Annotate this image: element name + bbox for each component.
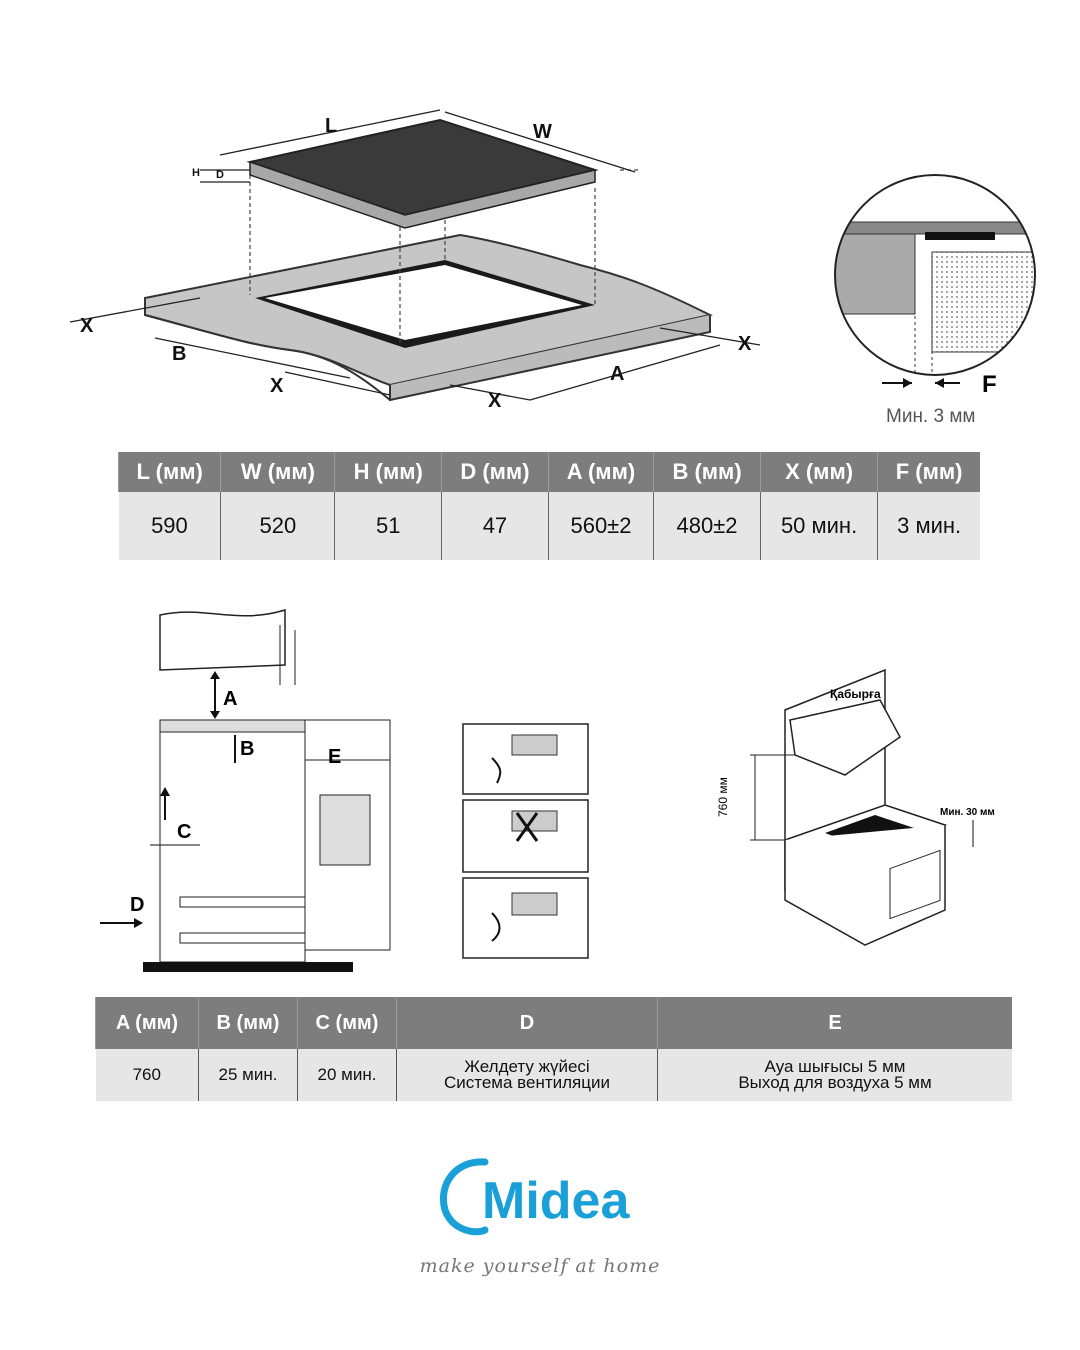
value-D-ru: Система вентиляции (443, 1073, 610, 1092)
value-D-kk: Желдету жүйесі (464, 1057, 590, 1076)
midea-logo (430, 1150, 670, 1240)
header-A: A (мм) (96, 997, 199, 1049)
label-F: F (982, 371, 997, 398)
header-X: X (мм) (760, 452, 877, 492)
label-X-right: X (738, 333, 752, 355)
hood-height-diagram (716, 665, 1035, 955)
cutout-diagram (60, 100, 780, 420)
table-row (119, 492, 981, 560)
dimensions-table (118, 452, 980, 560)
value-L: 590 (119, 492, 221, 560)
header-A: A (мм) (548, 452, 653, 492)
min-label: Мин. 30 мм (940, 807, 995, 818)
header-B: B (мм) (654, 452, 761, 492)
header-D: D (397, 997, 658, 1049)
installation-table (95, 997, 1012, 1101)
header-D: D (мм) (442, 452, 549, 492)
value-A: 560±2 (548, 492, 653, 560)
label-D: D (130, 894, 145, 916)
brand-slogan: make yourself at home (419, 1255, 661, 1277)
value-B: 25 мин. (199, 1049, 298, 1101)
label-X-left: X (80, 315, 94, 337)
value-C: 20 мин. (298, 1049, 397, 1101)
value-X: 50 мин. (760, 492, 877, 560)
header-L: L (мм) (119, 452, 221, 492)
label-C: C (177, 821, 192, 843)
label-D: D (216, 169, 224, 181)
edge-detail-circle (820, 160, 1050, 430)
header-F: F (мм) (878, 452, 980, 492)
value-E-ru: Выход для воздуха 5 мм (738, 1073, 932, 1092)
ventilation-panels (462, 723, 592, 963)
value-A: 760 (96, 1049, 199, 1101)
wall-label: Қабырға (830, 687, 881, 701)
detail-caption: Мин. 3 мм (886, 406, 976, 427)
label-A: A (223, 688, 238, 710)
value-B: 480±2 (654, 492, 761, 560)
table-header-row (96, 997, 1013, 1049)
label-L: L (325, 115, 338, 137)
brand-name: Midea (482, 1172, 630, 1230)
value-D (397, 1049, 658, 1101)
value-D: 47 (442, 492, 549, 560)
header-H: H (мм) (335, 452, 442, 492)
label-X-bottom: X (488, 390, 502, 412)
label-B: B (172, 343, 187, 365)
header-E: E (658, 997, 1013, 1049)
value-E-kk: Ауа шығысы 5 мм (764, 1057, 906, 1076)
header-C: C (мм) (298, 997, 397, 1049)
label-E: E (328, 746, 342, 768)
header-W: W (мм) (221, 452, 335, 492)
label-X-bottom-left: X (270, 375, 284, 397)
value-F: 3 мин. (878, 492, 980, 560)
value-E (658, 1049, 1013, 1101)
value-H: 51 (335, 492, 442, 560)
value-W: 520 (221, 492, 335, 560)
label-W: W (533, 121, 552, 143)
table-row (96, 1049, 1013, 1101)
label-A: A (610, 363, 625, 385)
oven-installation-diagram (95, 605, 395, 975)
label-H: H (192, 167, 200, 179)
height-label: 760 мм (716, 777, 730, 817)
header-B: B (мм) (199, 997, 298, 1049)
label-B: B (240, 738, 255, 760)
table-header-row (119, 452, 981, 492)
